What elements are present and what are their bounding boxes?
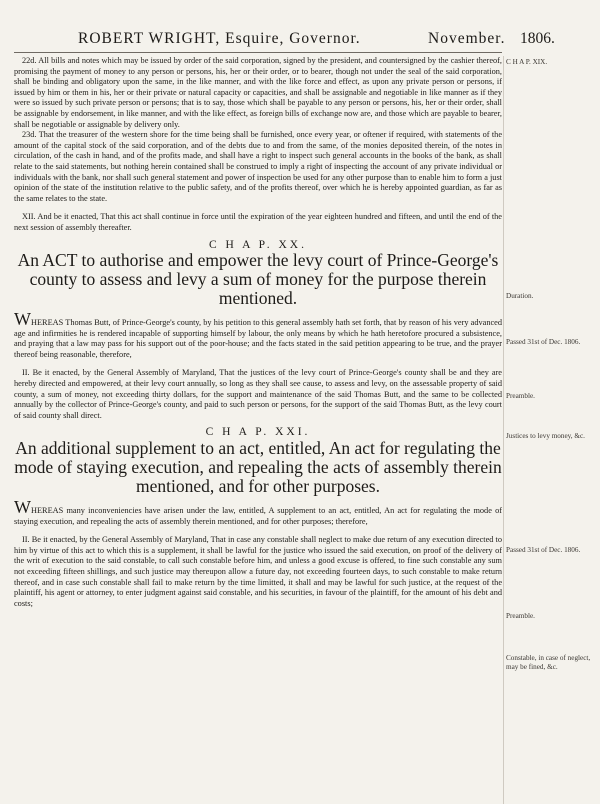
margin-note-passed-20: Passed 31st of Dec. 1806.: [506, 338, 581, 346]
chapter-21-title: An additional supplement to an act, entitled, An act for regulating the mode of staying execution, and repealing the acts of assembly therein mentioned, and for other purposes.: [14, 438, 502, 497]
margin-note-constable: Constable, in case of neglect, may be fined, &c.: [506, 654, 591, 671]
margin-divider: [503, 56, 504, 804]
chapter-20-preamble: [14, 309, 502, 360]
header-title: ROBERT WRIGHT, Esquire, Governor.: [78, 30, 361, 47]
preamble-21-text: HEREAS many inconveniencies have arisen under the law, entitled, A supplement to an act, entitled, An act for regulating the mode of staying execution, and repealing the acts of assembly therein mentioned, and for other purposes; therefore,: [14, 506, 502, 526]
chapter-20-title: An ACT to authorise and empower the levy court of Prince-George's county to assess and levy a sum of money for the purpose therein mentioned.: [17, 250, 499, 309]
spacer: [14, 360, 502, 368]
chapter-20-heading: C H A P. XX.: [209, 238, 307, 251]
margin-note-preamble-20: Preamble.: [506, 392, 535, 400]
running-header: [0, 30, 560, 52]
paragraph-23: 23d. That the treasurer of the western shore for the time being shall be furnished, once every year, or oftener if required, with statements of the amount of the capital stock of the said corporation, and of the debts due to and from the same, of the monies deposited therein, of the notes in circulation, of the cash in hand, and of the profits made, and shall have a right to inspect such general accounts in the books of the bank, as shall relate to the said statements, but nothing herein contained shall be construed to imply a right of inspecting the account of any private individual or individuals with the bank, nor shall such general statement and power of inspection be used for any other purpose than to enable him to form a just opinion of the state of the institution relative to the public safety, and of the profits thereof, over which he is hereby appointed guardian, as far as the same relates to the state.: [14, 130, 502, 203]
margin-note-justices: Justices to levy money, &c.: [506, 432, 585, 440]
chapter-20-section-ii: II. Be it enacted, by the General Assembly of Maryland, That the justices of the levy court of Prince-George's county shall be and they are hereby directed and empowered, at their levy court annually, so long as they shall see cause, to assess and levy, on the assessable property of said county, a sum of money, not exceeding thirty dollars, for the support and maintenance of the said Thomas Butt, and the same to be collected annually by the collector of Prince-George's county, and paid to such person or persons, for the support of the said Thomas Butt, as the levy court of said county shall direct.: [14, 368, 502, 420]
drop-cap: W: [14, 309, 31, 330]
main-column: [14, 56, 502, 609]
paragraph-22: 22d. All bills and notes which may be issued by order of the said corporation, signed by the president, and countersigned by the cashier thereof, promising the payment of money to any person or persons, his, her or their order, or to bearer, though not under the seal of the said corporation, shall be binding and obligatory upon the same, in the like manner, and with the like force and effect, as upon any private person or persons, if issued by him or them in his, her or their private or natural capacity or capacities, and shall be assignable and negotiable in like manner as if they were so issued by such private person or persons; that is to say, those which shall be payable to any person or persons, his, her or their order, shall be assignable by endorsement, in like manner, and with the like effect, as foreign bills of exchange now are, and those which are payable to bearer, shall be negotiable or assignable by delivery only.: [14, 56, 502, 129]
margin-note-duration: Duration.: [506, 292, 534, 300]
margin-note-passed-21: Passed 31st of Dec. 1806.: [506, 546, 581, 554]
header-rule: [14, 52, 502, 53]
chapter-21-section-ii: II. Be it enacted, by the General Assembly of Maryland, That in case any constable shall neglect to make due return of any execution directed to him by virtue of this act to which this is a supplement, it shall be lawful for the justice who issued the said execution, on proof of the delivery of the writ of execution to the said constable, to call such constable before him, and unless a good excuse is offered, to fine such constable any sum not exceeding fifteen shillings, and such justice may thereupon allow a future day, not exceeding fourteen days, to such constable to make return thereof, and in case such constable shall fail to make return by the time limitted, it shall and may be lawful for such justice, at the request of the plaintiff, his agent or attorney, to enter judgment against said constable, and his securities, in favour of the plaintiff, for the amount of his debt and costs;: [14, 535, 502, 608]
header-month: November.: [428, 30, 506, 47]
spacer: [14, 204, 502, 212]
preamble-20-text: HEREAS Thomas Butt, of Prince-George's county, by his petition to this general assembly hath set forth, that by reason of his very advanced age and infirmities he is rendered incapable of supporting himself by labour, the only means by which he hath heretofore procured a subsistence, and praying that a law may pass for his support out of the poor-house; and the facts stated in the said petition appearing to be true, and the prayer thereof being reasonable, therefore,: [14, 318, 502, 359]
chapter-21-heading: C H A P. XXI.: [205, 426, 311, 439]
spacer: [14, 527, 502, 535]
margin-note-preamble-21: Preamble.: [506, 612, 535, 620]
header-year: 1806.: [520, 30, 555, 47]
section-xii: XII. And be it enacted, That this act shall continue in force until the expiration of the year eighteen hundred and fifteen, and until the end of the next session of assembly thereafter.: [14, 212, 502, 232]
drop-cap: W: [14, 497, 31, 518]
chapter-21-preamble: [14, 497, 502, 527]
margin-note-chap: C H A P. XIX.: [506, 58, 548, 66]
